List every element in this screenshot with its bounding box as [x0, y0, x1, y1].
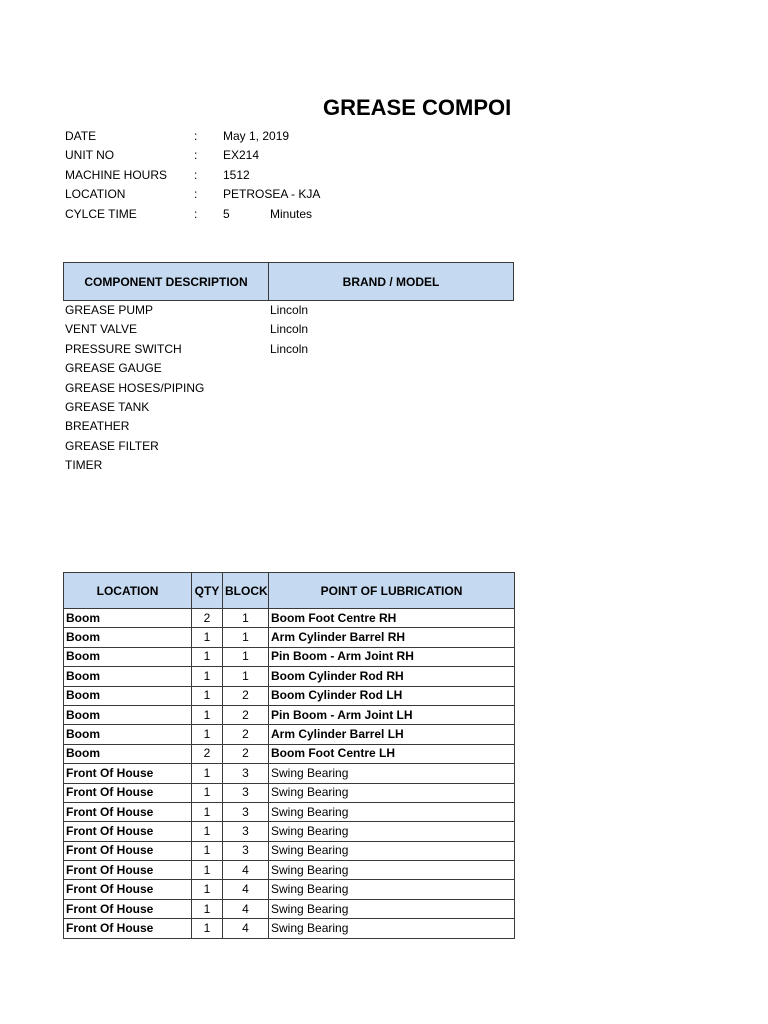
component-row: [63, 456, 514, 475]
cell-qty: 1: [192, 667, 223, 686]
cell-qty: 1: [192, 725, 223, 744]
cell-qty: 1: [192, 647, 223, 666]
cell-block: 1: [223, 667, 269, 686]
component-description: GREASE PUMP: [65, 303, 154, 317]
table-row: [64, 744, 515, 763]
cell-location: Boom: [64, 705, 192, 724]
info-label: DATE: [65, 129, 97, 143]
cell-point-of-lubrication: Boom Foot Centre LH: [269, 744, 515, 763]
column-header-component-description: COMPONENT DESCRIPTION: [64, 263, 269, 300]
cell-qty: 1: [192, 705, 223, 724]
table-row: [64, 822, 515, 841]
table-row: [64, 764, 515, 783]
component-description: GREASE FILTER: [65, 438, 159, 453]
cell-location: Front Of House: [64, 899, 192, 918]
component-row: [63, 301, 514, 320]
cell-point-of-lubrication: Swing Bearing: [269, 783, 515, 802]
cell-location: Front Of House: [64, 822, 192, 841]
cell-block: 4: [223, 861, 269, 880]
cell-point-of-lubrication: Swing Bearing: [269, 899, 515, 918]
cell-block: 3: [223, 764, 269, 783]
component-row: [63, 398, 514, 417]
column-header-point-of-lubrication: POINT OF LUBRICATION: [269, 573, 515, 609]
component-brand: Lincoln: [270, 322, 309, 337]
document-title: GREASE COMPOI: [323, 95, 512, 120]
info-row-location: [65, 185, 385, 204]
cell-qty: 1: [192, 822, 223, 841]
cell-qty: 1: [192, 880, 223, 899]
info-row-machine-hours: [65, 166, 385, 185]
cell-location: Boom: [64, 725, 192, 744]
table-row: [64, 861, 515, 880]
component-row: [63, 437, 514, 456]
component-table-header: [63, 262, 514, 301]
info-value: EX214: [223, 148, 260, 163]
table-row: [64, 609, 515, 628]
cell-point-of-lubrication: Swing Bearing: [269, 880, 515, 899]
cell-qty: 2: [192, 609, 223, 628]
cell-location: Front Of House: [64, 764, 192, 783]
cell-location: Boom: [64, 667, 192, 686]
cell-point-of-lubrication: Swing Bearing: [269, 919, 515, 938]
component-description: GREASE TANK: [65, 399, 150, 414]
table-row: [64, 667, 515, 686]
table-row: [64, 686, 515, 705]
cell-block: 4: [223, 899, 269, 918]
info-label: CYLCE TIME: [65, 206, 137, 221]
cell-block: 2: [223, 705, 269, 724]
cell-point-of-lubrication: Pin Boom - Arm Joint RH: [269, 647, 515, 666]
cell-point-of-lubrication: Swing Bearing: [269, 841, 515, 860]
cell-location: Boom: [64, 744, 192, 763]
table-row: [64, 783, 515, 802]
cell-block: 1: [223, 609, 269, 628]
cell-location: Boom: [64, 686, 192, 705]
cell-point-of-lubrication: Swing Bearing: [269, 764, 515, 783]
cell-block: 4: [223, 880, 269, 899]
cell-location: Front Of House: [64, 861, 192, 880]
cell-location: Boom: [64, 609, 192, 628]
table-row: [64, 725, 515, 744]
lubrication-table-body: [64, 609, 515, 939]
cell-block: 3: [223, 802, 269, 821]
component-row: [63, 379, 514, 398]
info-separator: :: [194, 129, 198, 143]
cell-block: 2: [223, 725, 269, 744]
component-row: [63, 320, 514, 339]
info-value: 5: [223, 206, 230, 221]
cell-qty: 1: [192, 764, 223, 783]
cell-qty: 1: [192, 899, 223, 918]
component-row: [63, 359, 514, 378]
cell-location: Front Of House: [64, 802, 192, 821]
cell-block: 3: [223, 841, 269, 860]
info-separator: :: [194, 206, 198, 221]
cell-qty: 1: [192, 919, 223, 938]
info-row-cycle-time: [65, 205, 385, 224]
cell-block: 1: [223, 647, 269, 666]
cell-block: 1: [223, 628, 269, 647]
info-separator: :: [194, 148, 198, 163]
component-description: GREASE HOSES/PIPING: [65, 380, 205, 395]
info-label: LOCATION: [65, 187, 126, 202]
cell-qty: 1: [192, 802, 223, 821]
table-row: [64, 880, 515, 899]
info-separator: :: [194, 167, 198, 182]
column-header-block: BLOCK: [223, 573, 269, 609]
cell-location: Front Of House: [64, 880, 192, 899]
info-label: MACHINE HOURS: [65, 167, 168, 182]
component-brand: Lincoln: [270, 341, 309, 356]
info-row-unit-no: [65, 146, 385, 165]
component-row: [63, 417, 514, 436]
component-description: GREASE GAUGE: [65, 361, 162, 376]
component-description: TIMER: [65, 458, 103, 473]
table-row: [64, 647, 515, 666]
info-row-date: [65, 127, 385, 146]
table-row: [64, 705, 515, 724]
cell-point-of-lubrication: Arm Cylinder Barrel LH: [269, 725, 515, 744]
component-description: PRESSURE SWITCH: [65, 341, 182, 356]
cell-block: 4: [223, 919, 269, 938]
component-row: [63, 340, 514, 359]
cell-point-of-lubrication: Swing Bearing: [269, 861, 515, 880]
table-row: [64, 802, 515, 821]
cell-block: 3: [223, 822, 269, 841]
cell-block: 2: [223, 686, 269, 705]
cell-location: Front Of House: [64, 919, 192, 938]
cell-qty: 2: [192, 744, 223, 763]
cell-block: 3: [223, 783, 269, 802]
cell-qty: 1: [192, 841, 223, 860]
cell-qty: 1: [192, 686, 223, 705]
info-label: UNIT NO: [65, 148, 115, 163]
table-row: [64, 919, 515, 938]
cell-point-of-lubrication: Boom Cylinder Rod RH: [269, 667, 515, 686]
cell-qty: 1: [192, 783, 223, 802]
info-separator: :: [194, 187, 198, 202]
cell-point-of-lubrication: Swing Bearing: [269, 802, 515, 821]
component-table-body: [63, 301, 514, 476]
component-description: VENT VALVE: [65, 322, 138, 337]
table-row: [64, 841, 515, 860]
info-value: 1512: [223, 167, 250, 182]
cell-location: Front Of House: [64, 783, 192, 802]
column-header-qty: QTY: [192, 573, 223, 609]
lubrication-table: [63, 572, 515, 939]
cell-qty: 1: [192, 628, 223, 647]
cell-location: Boom: [64, 647, 192, 666]
table-row: [64, 628, 515, 647]
cell-point-of-lubrication: Boom Foot Centre RH: [269, 609, 515, 628]
lubrication-table-header: [64, 573, 515, 609]
info-value: May 1, 2019: [223, 129, 290, 143]
table-row: [64, 899, 515, 918]
cell-point-of-lubrication: Arm Cylinder Barrel RH: [269, 628, 515, 647]
cell-block: 2: [223, 744, 269, 763]
cell-location: Front Of House: [64, 841, 192, 860]
unit-info: [65, 127, 385, 224]
cell-location: Boom: [64, 628, 192, 647]
cell-qty: 1: [192, 861, 223, 880]
info-value: PETROSEA - KJA: [223, 187, 321, 202]
cell-point-of-lubrication: Pin Boom - Arm Joint LH: [269, 705, 515, 724]
component-description: BREATHER: [65, 419, 130, 434]
cell-point-of-lubrication: Swing Bearing: [269, 822, 515, 841]
column-header-location: LOCATION: [64, 573, 192, 609]
cell-point-of-lubrication: Boom Cylinder Rod LH: [269, 686, 515, 705]
column-header-brand-model: BRAND / MODEL: [342, 274, 440, 289]
component-brand: Lincoln: [270, 303, 309, 317]
info-unit: Minutes: [270, 206, 313, 221]
